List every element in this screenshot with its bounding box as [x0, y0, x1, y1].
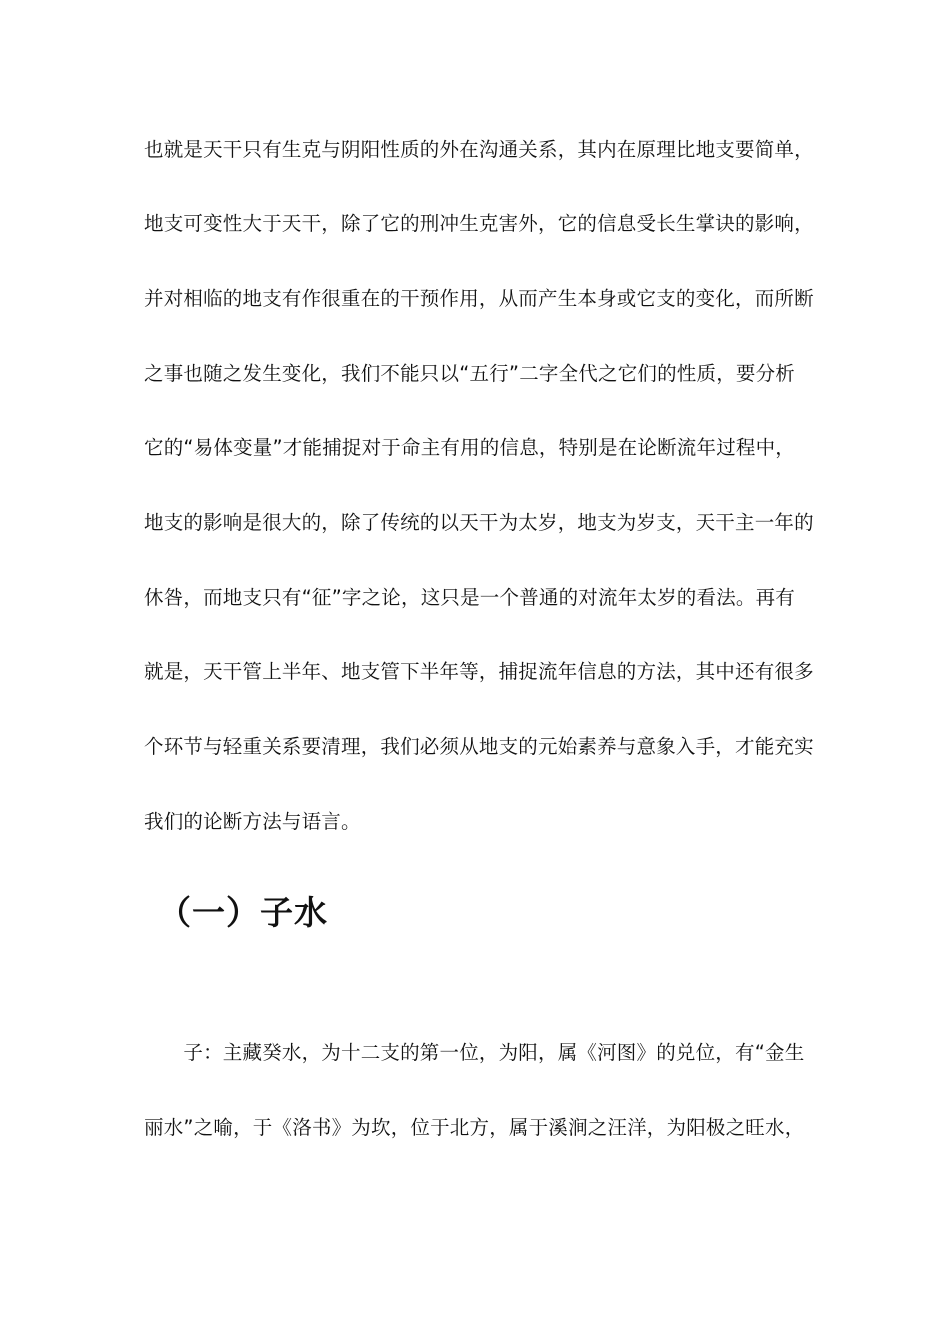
paragraph-line: 就是，天干管上半年、地支管下半年等，捕捉流年信息的方法，其中还有很多: [144, 660, 814, 683]
paragraph-line: 丽水”之喻，于《洛书》为坎，位于北方，属于溪涧之汪洋，为阳极之旺水，: [144, 1116, 805, 1139]
paragraph-line: 个环节与轻重关系要清理，我们必须从地支的元始素养与意象入手，才能充实: [144, 735, 814, 758]
paragraph-line: 它的“易体变量”才能捕捉对于命主有用的信息，特别是在论断流年过程中，: [144, 436, 796, 459]
paragraph-line: 我们的论断方法与语言。: [144, 810, 361, 833]
paragraph-line: 也就是天干只有生克与阴阳性质的外在沟通关系，其内在原理比地支要简单，: [144, 138, 814, 161]
paragraph-line: 休咎，而地支只有“征”字之论，这只是一个普通的对流年太岁的看法。再有: [144, 586, 796, 609]
paragraph-line: 地支的影响是很大的，除了传统的以天干为太岁，地支为岁支，天干主一年的: [144, 511, 814, 534]
paragraph-line: 之事也随之发生变化，我们不能只以“五行”二字全代之它们的性质，要分析: [144, 362, 796, 385]
paragraph-line: 子：主藏癸水，为十二支的第一位，为阳，属《河图》的兑位，有“金生: [144, 1041, 805, 1064]
section-heading: （一）子水: [158, 893, 328, 932]
paragraph-line: 地支可变性大于天干，除了它的刑冲生克害外，它的信息受长生掌诀的影响，: [144, 212, 814, 235]
paragraph-line: 并对相临的地支有作很重在的干预作用，从而产生本身或它支的变化，而所断: [144, 287, 814, 310]
